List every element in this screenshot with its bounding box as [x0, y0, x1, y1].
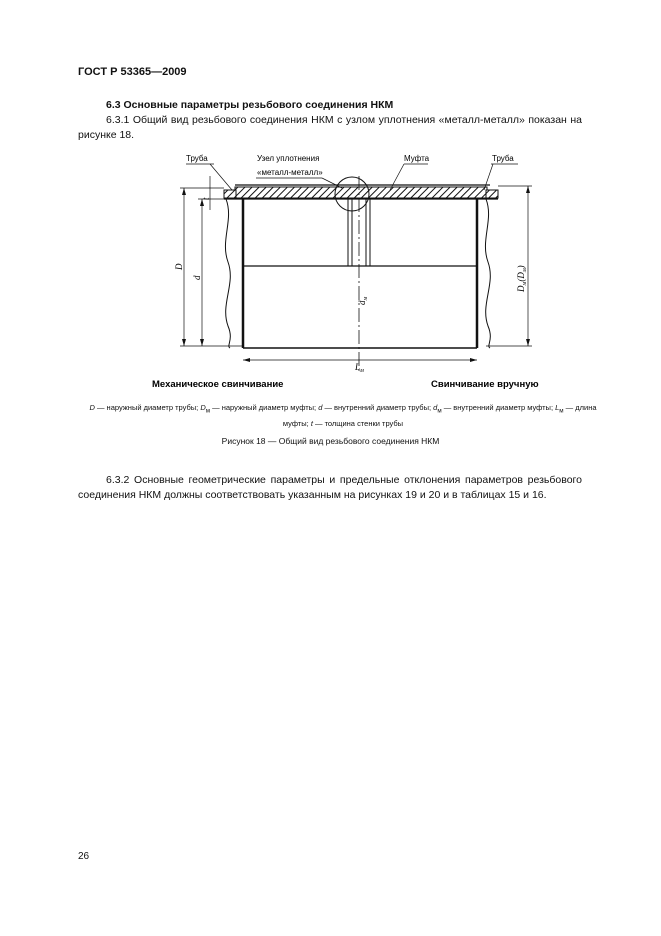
- page-number: 26: [78, 851, 90, 862]
- label-mech-makeup: Механическое свинчивание: [152, 379, 284, 390]
- label-manual-makeup: Свинчивание вручную: [431, 379, 539, 390]
- dim-Dm-group: [516, 265, 528, 293]
- dim-t: t: [201, 197, 211, 200]
- svg-text:dм: $d_м$: [357, 296, 369, 305]
- paragraph-6-3-2: 6.3.2 Основные геометрические параметры и предельные отклонения параметров резьбового соединения НКМ должны соответствовать указанным на рисунках 19 и 20 и в таблицах 15 и 16.: [78, 474, 582, 501]
- paragraph-6-3-1: 6.3.1 Общий вид резьбового соединения НКМ с узлом уплотнения «металл-металл» показан на рисунке 18.: [78, 114, 582, 141]
- label-coupling: Муфта: [404, 154, 430, 163]
- coupling-wall: [235, 187, 487, 198]
- figure-18-drawing: [0, 140, 661, 400]
- pipe-wall-left: [224, 190, 236, 198]
- section-title: 6.3 Основные параметры резьбового соединения НКМ: [106, 99, 394, 111]
- svg-text:Dм(Dм): $D_м(D_м)$: [516, 265, 528, 292]
- label-pipe-right: Труба: [492, 154, 514, 163]
- pipe-wall-right: [486, 190, 498, 198]
- label-seal-line1: Узел уплотнения: [257, 154, 320, 163]
- dim-d: d: [192, 275, 202, 280]
- pipe-right-break: [485, 199, 490, 348]
- standard-header: ГОСТ Р 53365—2009: [78, 66, 187, 78]
- dim-D: D: [174, 263, 184, 270]
- label-seal-line2: «металл-металл»: [257, 168, 323, 177]
- figure-legend: D — наружный диаметр трубы; $D_м$ — наружный диаметр муфты; d — внутренний диаметр трубы; $d_м$ — внутренний диаметр муфты; $L_м$ — длина муфты; t — толщина стенки трубы: [89, 403, 597, 428]
- label-pipe-left: Труба: [186, 154, 208, 163]
- pipe-left-break: [225, 199, 230, 348]
- figure-caption: Рисунок 18 — Общий вид резьбового соединения НКМ: [221, 436, 440, 446]
- dim-Lm: $L_м$: [355, 362, 364, 374]
